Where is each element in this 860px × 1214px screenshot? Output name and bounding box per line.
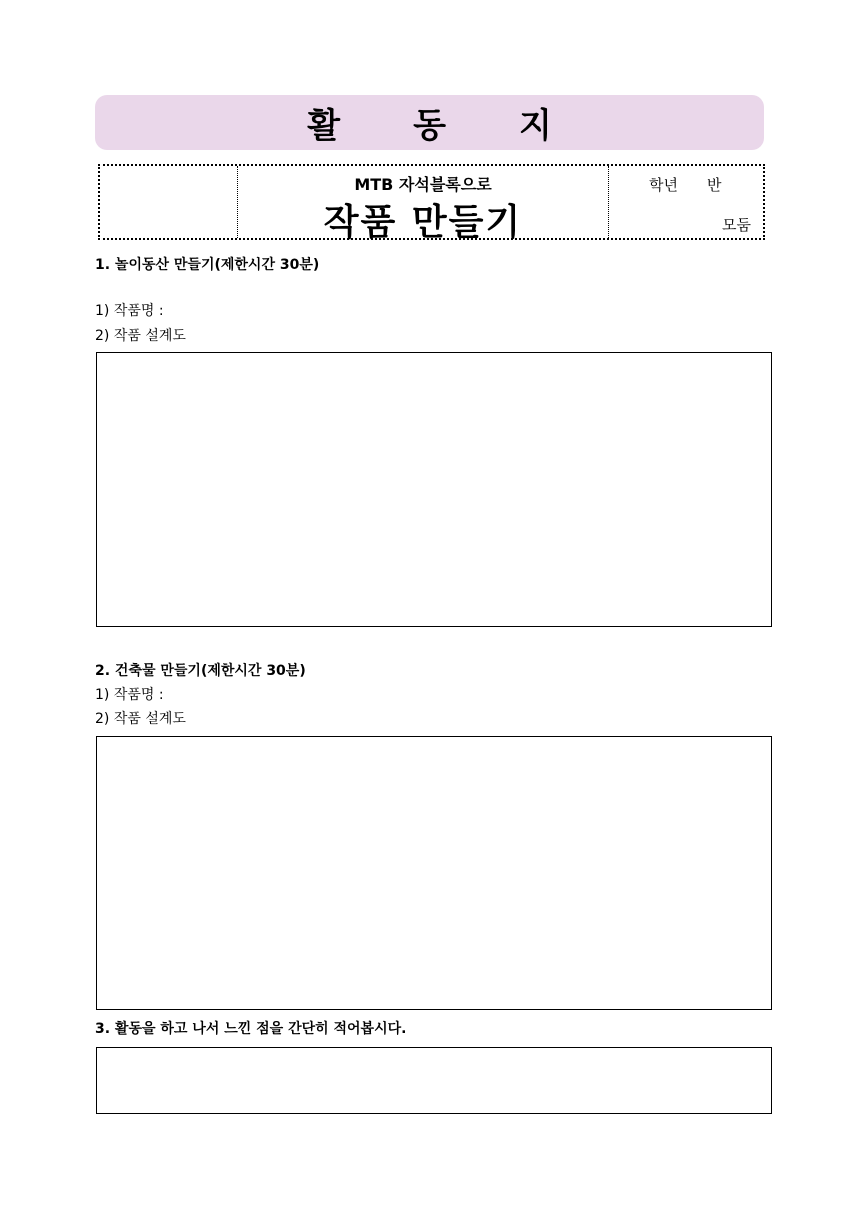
section-2-design-box[interactable] — [96, 736, 772, 1010]
class-label: 반 — [707, 176, 722, 194]
worksheet-main-title: 작품 만들기 — [323, 202, 523, 243]
worksheet-banner — [95, 95, 764, 150]
reflection-box[interactable] — [96, 1047, 772, 1114]
section-1-heading: 1. 놀이동산 만들기(제한시간 30분) — [95, 257, 320, 273]
section-2-work-name: 1) 작품명 : — [95, 687, 164, 703]
grade-label: 학년 — [649, 176, 678, 194]
group-label: 모둠 — [722, 216, 751, 234]
section-3-heading: 3. 활동을 하고 나서 느낀 점을 간단히 적어봅시다. — [95, 1021, 407, 1037]
section-1-design-box[interactable] — [96, 352, 772, 627]
banner-title: 활 동 지 — [307, 106, 583, 146]
worksheet-subtitle: MTB 자석블록으로 — [354, 175, 492, 194]
section-2-design-label: 2) 작품 설계도 — [95, 711, 186, 727]
title-cell — [238, 166, 609, 243]
blank-cell — [100, 166, 238, 238]
info-table — [98, 164, 765, 243]
student-info-cell — [609, 166, 763, 238]
section-1-work-name: 1) 작품명 : — [95, 303, 164, 319]
section-1-design-label: 2) 작품 설계도 — [95, 328, 186, 344]
section-2-heading: 2. 건축물 만들기(제한시간 30분) — [95, 663, 306, 679]
